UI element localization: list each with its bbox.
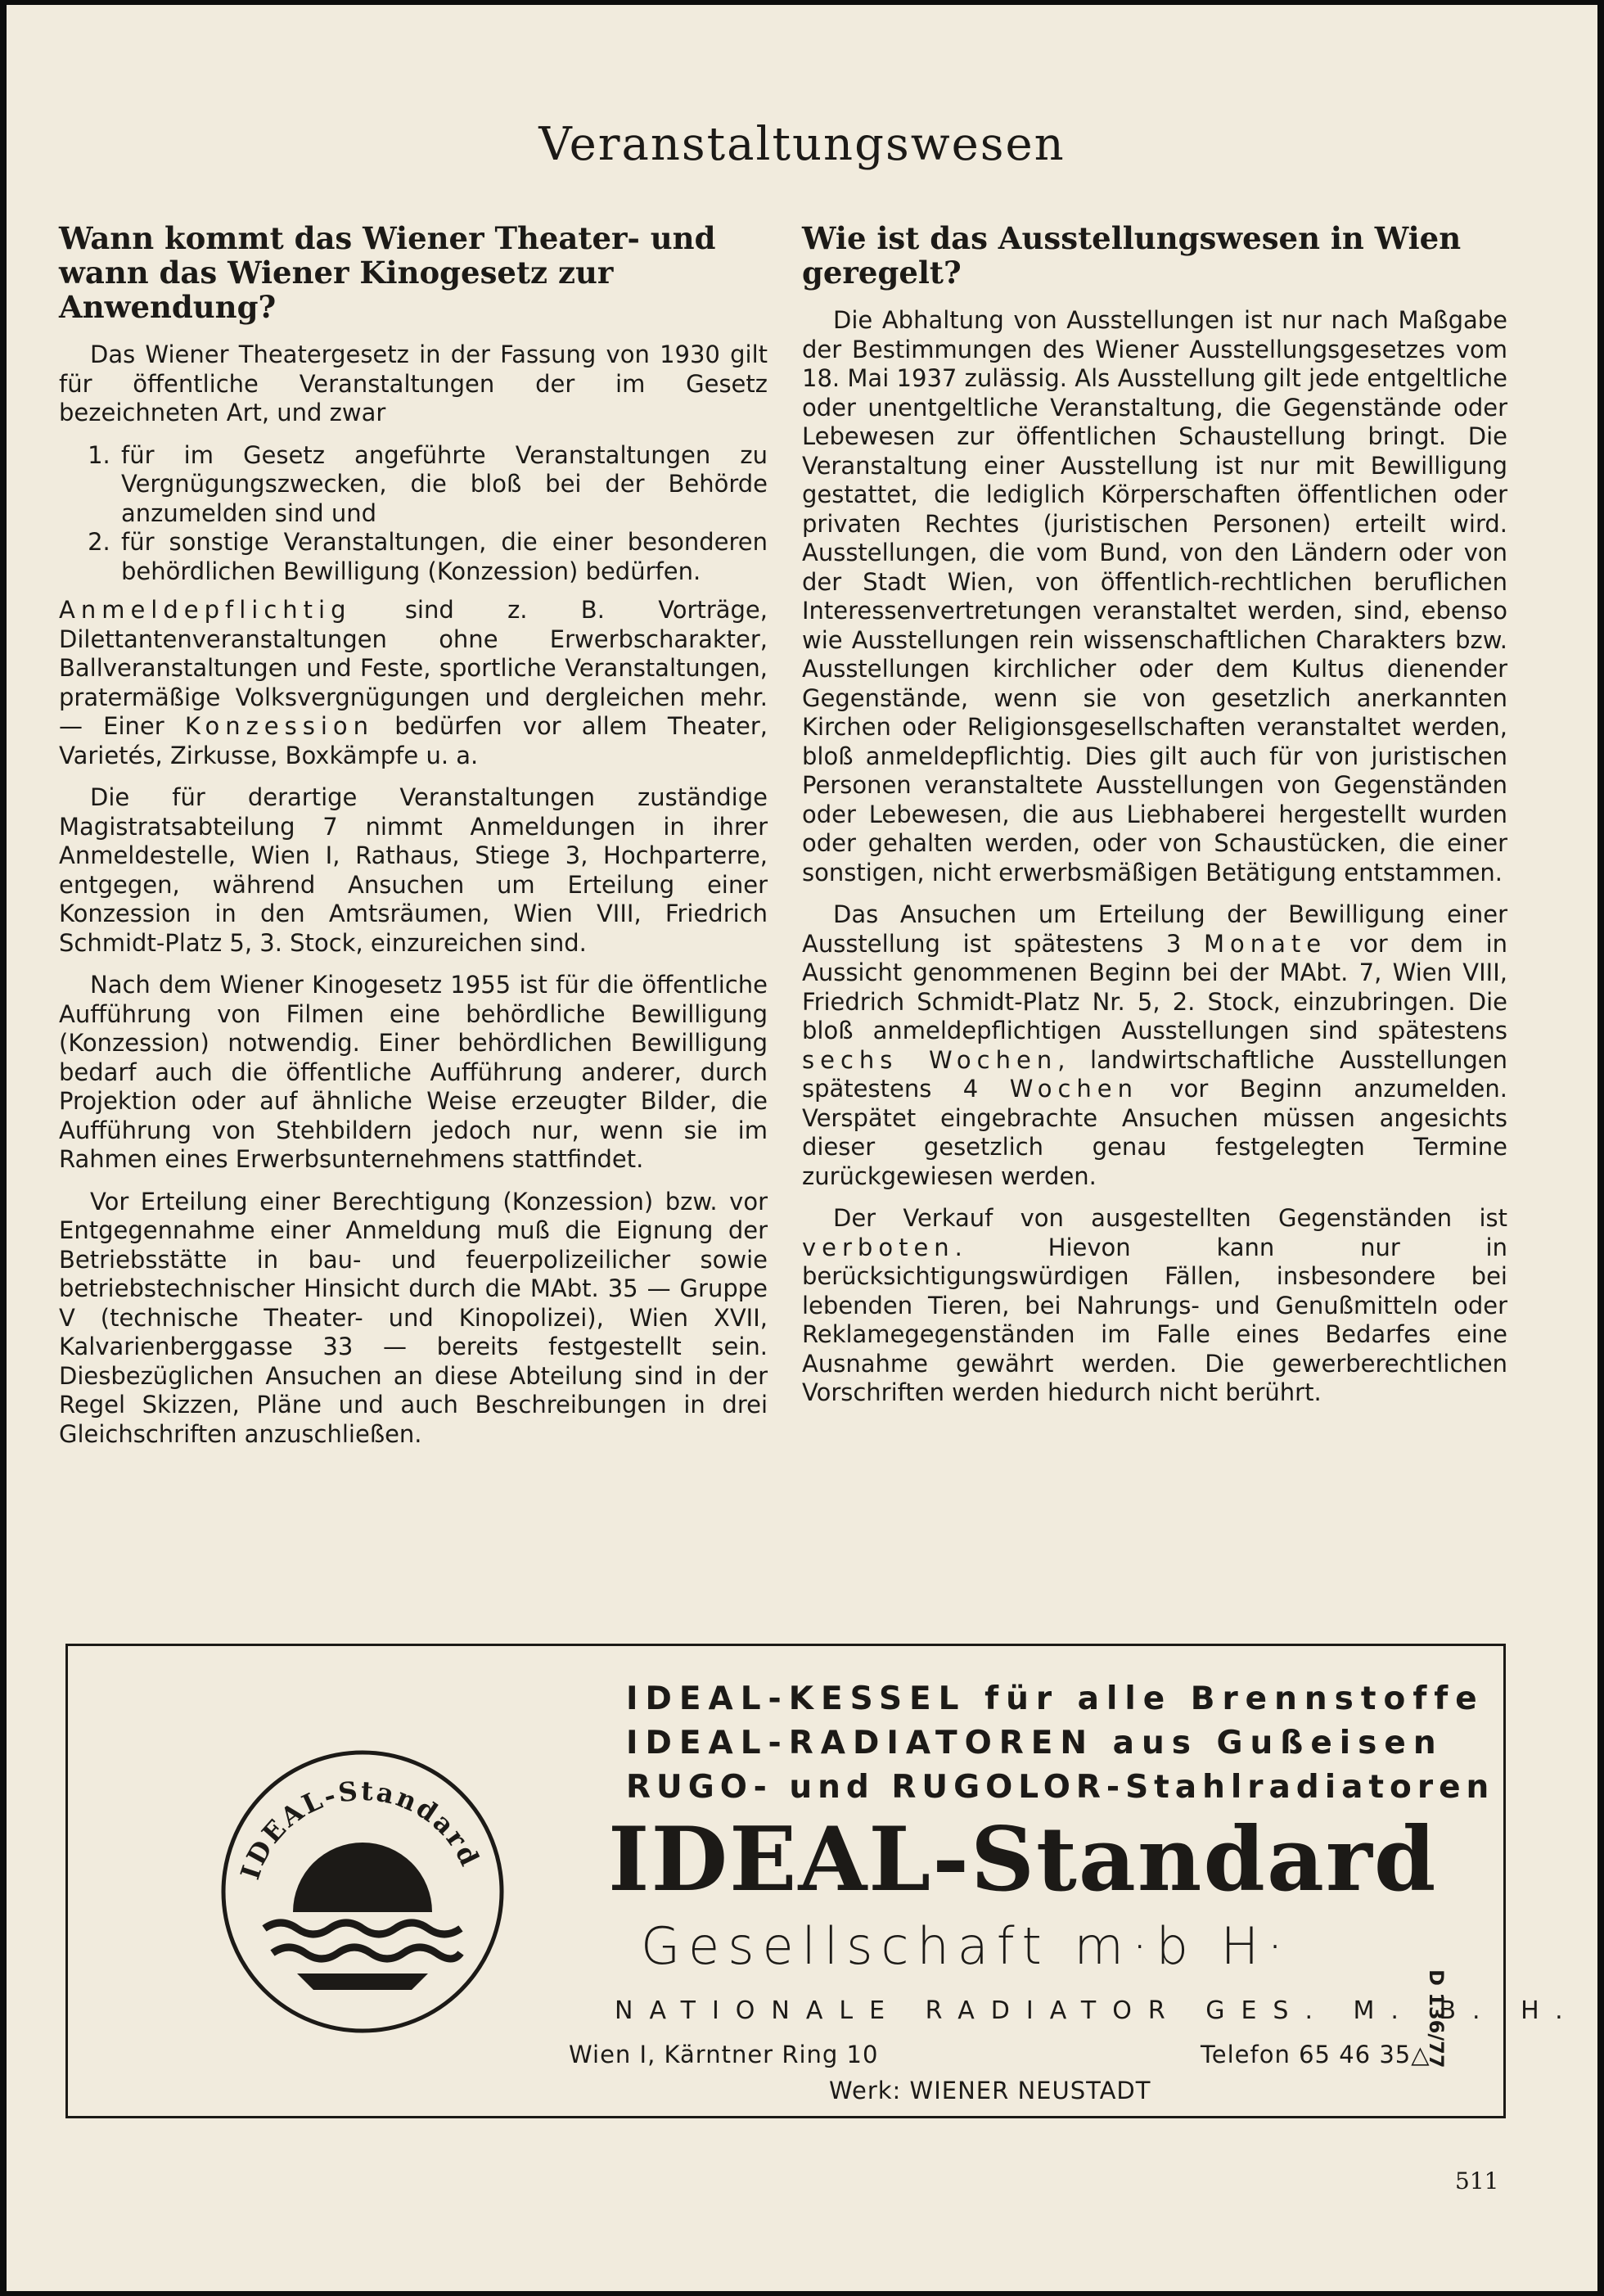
advertisement (65, 1644, 1579, 2118)
logo-text: IDEAL-Standard (234, 1775, 487, 1883)
ad-line-rugo: RUGO- und RUGOLOR-Stahlradiatoren (626, 1769, 1495, 1806)
ausstellung-p2-text-a: Das Ansuchen um Erteilung der Bewilligung einer Ausstellung ist spätestens 3 (802, 900, 1507, 958)
company-form: Gesellschaft m·b H· (641, 1916, 1292, 1976)
theater-konzession-text: bedürfen vor allem Theater, Varietés, Zirkusse, Boxkämpfe u. a. (59, 712, 768, 769)
ausstellung-paragraph-3 (802, 1204, 1507, 1408)
ausstellung-paragraph-2 (802, 900, 1507, 1191)
national-radiator: NATIONALE RADIATOR GES. M. B. H. (615, 1996, 1579, 2025)
page-title: Veranstaltungswesen (538, 118, 1066, 171)
wochen-term: Wochen (1009, 1075, 1138, 1103)
ad-code: D 136/77 (1425, 1969, 1448, 2068)
ausstellung-p2-text-d: vor Beginn anzumelden. Verspätet eingebrachte Ansuchen müssen angesichts dieser gesetzlich genau festgelegten Termine zurückgewiesen werden. (802, 1075, 1507, 1190)
brand-name: IDEAL-Standard (608, 1808, 1438, 1911)
theater-heading: Wann kommt das Wiener Theater- und wann das Wiener Kinogesetz zur Anwendung? (59, 220, 716, 325)
monate-term: Monate (1204, 929, 1327, 958)
verkauf-text-b: . Hievon kann nur in berücksichtigungswürdigen Fällen, insbesondere bei lebenden Tieren, bei Nahrungs- und Genußmitteln oder Reklamegegenständen im Falle eines Bedarfes eine Ausnahme gewährt werden. Die gewerberechtlichen Vorschriften werden hiedurch nicht berührt. (802, 1233, 1507, 1406)
betriebsstaette-paragraph: Vor Erteilung einer Berechtigung (Konzession) bzw. vor Entgegennahme einer Anmeldung muß die Eignung der Betriebsstätte in bau- und feuerpolizeilicher sowie betriebstechnischer Hinsicht durch die MAbt. 35 — Gruppe V (technische Theater- und Kinopolizei), Wien XVII, Kalvarienberggasse 33 — bereits festgestellt sein. Diesbezüglichen Ansuchen an diese Abteilung sind in der Regel Skizzen, Pläne und auch Beschreibungen in drei Gleichschriften anzuschließen. (59, 1187, 768, 1448)
company-address: Wien I, Kärntner Ring 10 (569, 2041, 879, 2068)
theater-list-item: 1. für im Gesetz angeführte Veranstaltungen zu Vergnügungszwecken, die bloß bei der Behörde anzumelden sind und (118, 441, 768, 529)
sechs-wochen-term: sechs Wochen (802, 1045, 1058, 1074)
anmeldepflichtig-term: Anmeldepflichtig (59, 596, 352, 624)
page-number: 511 (1455, 2167, 1499, 2195)
right-column (802, 221, 1507, 1421)
ausstellung-heading: Wie ist das Ausstellungswesen in Wien geregelt? (802, 220, 1462, 291)
theater-intro: Das Wiener Theatergesetz in der Fassung von 1930 gilt für öffentliche Veranstaltungen der im Gesetz bezeichneten Art, und zwar (59, 341, 768, 426)
konzession-term: Konzession (184, 712, 375, 740)
theater-magistrat-paragraph: Die für derartige Veranstaltungen zuständige Magistratsabteilung 7 nimmt Anmeldungen in ihrer Anmeldestelle, Wien I, Rathaus, Stiege 3, Hochparterre, entgegen, während Ansuchen um Erteilung einer Konzession in den Amtsräumen, Wien VIII, Friedrich Schmidt-Platz 5, 3. Stock, einzureichen sind. (59, 783, 768, 957)
ad-line-radiatoren: IDEAL-RADIATOREN aus Gußeisen (626, 1725, 1444, 1761)
ausstellung-p2-text-c: , landwirtschaftliche Ausstellungen spätestens 4 (802, 1045, 1507, 1103)
ideal-standard-logo (215, 1744, 510, 2039)
theater-anmeldung-text: sind z. B. Vorträge, Dilettantenveranstaltungen ohne Erwerbscharakter, Ballveranstaltungen und Feste, sportliche Veranstaltungen, pratermäßige Volksvergnügungen und dergleichen mehr. — Einer (59, 596, 768, 740)
theater-anmeldung-paragraph (59, 596, 768, 770)
company-works: Werk: WIENER NEUSTADT (829, 2077, 1151, 2104)
left-column (59, 221, 768, 1462)
verkauf-text-a: Der Verkauf von ausgestellten Gegenständen ist (833, 1204, 1507, 1232)
kino-paragraph: Nach dem Wiener Kinogesetz 1955 ist für die öffentliche Aufführung von Filmen eine behördliche Bewilligung (Konzession) notwendig. Einer behördlichen Bewilligung bedarf auch die öffentliche Aufführung anderer, durch Projektion oder auf ähnliche Weise erzeugter Bilder, die Aufführung von Stehbildern jedoch nur, wenn sie im Rahmen eines Erwerbsunternehmens stattfindet. (59, 971, 768, 1173)
verboten-term: verboten (802, 1233, 955, 1261)
theater-list-item: 2. für sonstige Veranstaltungen, die einer besonderen behördlichen Bewilligung (Konzession) bedürfen. (118, 528, 768, 586)
ad-line-kessel: IDEAL-KESSEL für alle Brennstoffe (626, 1680, 1485, 1717)
theater-list (59, 441, 768, 587)
page (7, 5, 1597, 2291)
ausstellung-p2-text-b: vor dem in Aussicht genommenen Beginn bei der MAbt. 7, Wien VIII, Friedrich Schmidt-Platz Nr. 5, 2. Stock, einzubringen. Die bloß anmeldepflichtigen Ausstellungen sind spätestens (802, 929, 1508, 1044)
ausstellung-paragraph-1: Die Abhaltung von Ausstellungen ist nur nach Maßgabe der Bestimmungen des Wiener Ausstellungsgesetzes vom 18. Mai 1937 zulässig. Als Ausstellung gilt jede entgeltliche oder unentgeltliche Veranstaltung, die Gegenstände oder Lebewesen zur öffentlichen Schaustellung bringt. Die Veranstaltung einer Ausstellung ist nur mit Bewilligung gestattet, die lediglich Körperschaften öffentlichen oder privaten Rechtes (juristischen Personen) erteilt wird. Ausstellungen, die vom Bund, von den Ländern oder von der Stadt Wien, von öffentlich-rechtlichen beruflichen Interessenvertretungen veranstaltet werden, sind, ebenso wie Ausstellungen rein wissenschaftlichen Charakters bzw. Ausstellungen kirchlicher oder dem Kultus dienender Gegenstände, wenn sie von gesetzlich anerkannten Kirchen oder Religionsgesellschaften veranstaltet werden, bloß anmeldepflichtig. Dies gilt auch für von juristischen Personen veranstaltete Ausstellungen von Gegenständen oder Lebewesen, die aus Liebhaberei hergestellt wurden oder gehalten werden, oder von Schaustücken, die einer sonstigen, nicht erwerbsmäßigen Betätigung entstammen. (802, 306, 1507, 886)
company-phone: Telefon 65 46 35△ (1201, 2041, 1431, 2068)
